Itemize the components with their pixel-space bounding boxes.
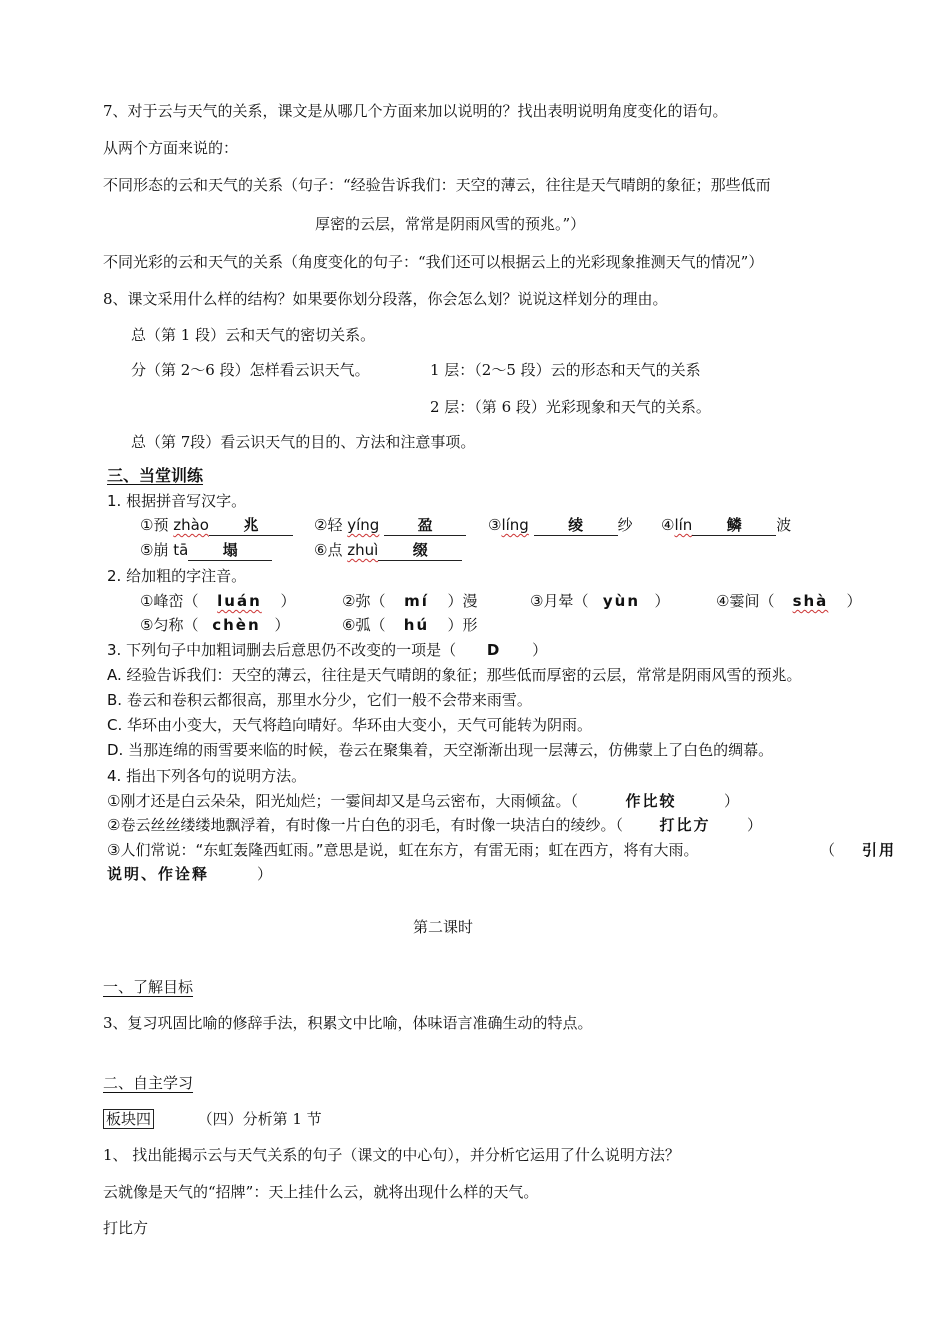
block-label: 板块四 (103, 1109, 154, 1129)
block-title: （四）分析第 1 节 (197, 1110, 322, 1128)
p3-title: 3. 下列句子中加粗词删去后意思仍不改变的一项是（ D ） (107, 641, 548, 659)
q8-s1: 总（第 1 段）云和天气的密切关系。 (131, 326, 376, 344)
p1-item-2: ②轻 yíng 盈 (314, 515, 466, 536)
q7-line1-cont: 厚密的云层，常常是阴雨风雪的预兆。”） (315, 215, 586, 233)
lesson2-s1-item: 3、复习巩固比喻的修辞手法，积累文中比喻，体味语言准确生动的特点。 (103, 1014, 593, 1032)
p2-item-5: ⑤匀称（ chèn ） (140, 616, 290, 634)
p2-title: 2. 给加粗的字注音。 (107, 567, 247, 585)
p1-title: 1. 根据拼音写汉字。 (107, 492, 247, 510)
p3-option-d: D. 当那连绵的雨雪要来临的时候，卷云在聚集着，天空渐渐出现一层薄云，仿佛蒙上了白色的绸幕。 (107, 741, 774, 759)
q8-s3: 总（第 7段）看云识天气的目的、方法和注意事项。 (131, 433, 476, 451)
p1-item-6: ⑥点 zhuì 缀 (314, 540, 462, 561)
p3-option-b: B. 卷云和卷积云都很高，那里水分少，它们一般不会带来雨雪。 (107, 691, 532, 709)
p4-item-3: ③人们常说：“东虹轰隆西虹雨。”意思是说，虹在东方，有雷无雨；虹在西方，将有大雨。 (107, 841, 699, 859)
lesson2-s2-heading: 二、自主学习 (103, 1074, 194, 1092)
p3-option-c: C. 华环由小变大，天气将趋向晴好。华环由大变小，天气可能转为阴雨。 (107, 716, 593, 734)
lesson2-s1-heading: 一、了解目标 (103, 978, 194, 996)
exercise-heading: 三、当堂训练 (107, 466, 204, 485)
p1-item-4: ④lín 鳞 波 (661, 516, 792, 534)
p3-option-a: A. 经验告诉我们：天空的薄云，往往是天气晴朗的象征；那些低而厚密的云层，常常是阴雨风雪的预兆。 (107, 666, 802, 684)
lesson2-a2: 打比方 (103, 1219, 149, 1237)
block-label-row (103, 1109, 322, 1129)
q7-line1: 不同形态的云和天气的关系（句子：“经验告诉我们：天空的薄云，往往是天气晴朗的象征；那些低而 (103, 176, 771, 194)
lesson2-q1: 1、 找出能揭示云与天气关系的句子（课文的中心句），并分析它运用了什么说明方法？ (103, 1146, 680, 1164)
lesson2-title: 第二课时 (413, 918, 474, 936)
p1-item-1: ①预 zhào 兆 (140, 515, 293, 536)
p2-item-6: ⑥弧（ hú ）形 (342, 616, 478, 634)
p2-item-1: ①峰峦（ luán ） (140, 592, 296, 610)
p2-item-4: ④霎间（ shà ） (716, 592, 862, 610)
p2-item-3: ③月晕（ yùn ） (530, 592, 670, 610)
p1-item-3: ③líng 绫 纱 (488, 516, 633, 534)
q8-s2: 分（第 2～6 段）怎样看云识天气。 (131, 361, 370, 379)
q7-question: 7、对于云与天气的关系，课文是从哪几个方面来加以说明的？找出表明说明角度变化的语句。 (103, 102, 728, 120)
q8-s2-layer1: 1 层：（2～5 段）云的形态和天气的关系 (430, 361, 701, 379)
q8-s2-layer2: 2 层：（第 6 段）光彩现象和天气的关系。 (430, 398, 711, 416)
p4-item-2: ②卷云丝丝缕缕地飘浮着，有时像一片白色的羽毛，有时像一块洁白的绫纱。（ 打比方 ） (107, 816, 762, 834)
p4-item-3-answer-a: 引用 (862, 841, 897, 859)
lesson2-a1: 云就像是天气的“招牌”：天上挂什么云，就将出现什么样的天气。 (103, 1183, 539, 1201)
q8-question: 8、课文采用什么样的结构？如果要你划分段落，你会怎么划？说说这样划分的理由。 (103, 290, 668, 308)
p4-title: 4. 指出下列各句的说明方法。 (107, 767, 307, 785)
p4-item-3-cont: 说明、作诠释 ） (107, 865, 273, 883)
p1-item-5: ⑤崩 tā 塌 (140, 540, 272, 561)
q7-intro: 从两个方面来说的： (103, 139, 239, 157)
p2-item-2: ②弥（ mí ）漫 (342, 592, 478, 610)
p4-item-1: ①刚才还是白云朵朵，阳光灿烂；一霎间却又是乌云密布，大雨倾盆。（ 作比较 ） (107, 792, 739, 810)
q7-line2: 不同光彩的云和天气的关系（角度变化的句子：“我们还可以根据云上的光彩现象推测天气的情况”） (103, 253, 764, 271)
p4-item-3-open: （ (820, 841, 836, 859)
